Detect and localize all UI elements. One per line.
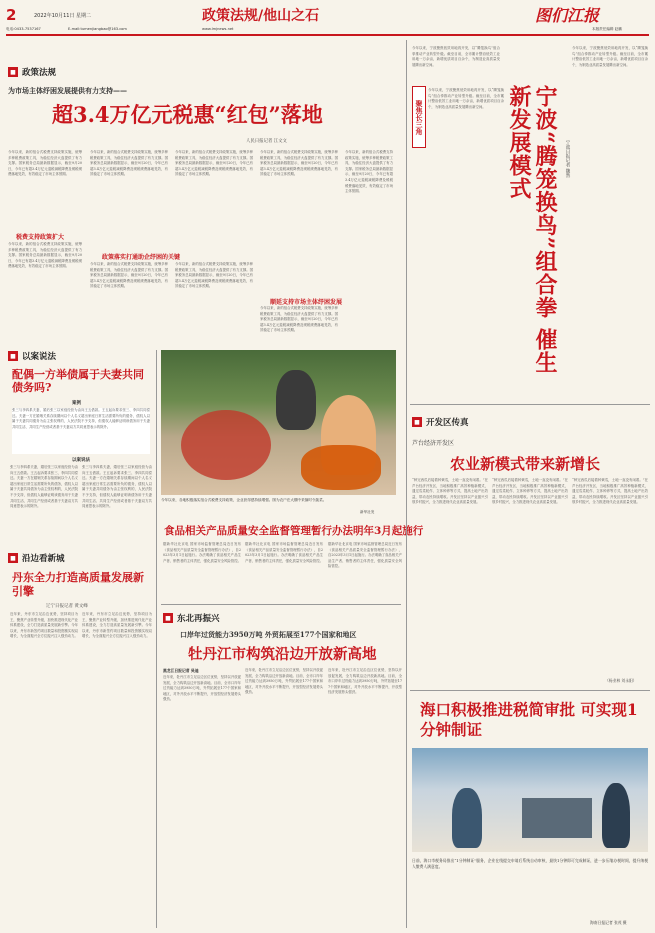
section-northeast [163, 612, 220, 624]
analysis-label: 以案说法 [72, 458, 90, 463]
produce-pile [301, 445, 381, 490]
website: www.lmjnews.net [202, 27, 234, 31]
section-law [8, 350, 56, 362]
main-subhead-2: 政策落实打通助企纾困的关键 [102, 254, 181, 261]
northeast-body-col2: 近年来，牡丹江市立足沿边区位优势，坚持以开放促发展，全力构筑沿边开放新高地。目前，全市口岸年过货能力达到3950万吨，外贸拓展至177个国家和地区，对外开放水平不断提升，开放型经济发展势头强劲。 [245, 668, 323, 695]
food-body-col1: 据新华社北京电 国家市场监督管理总局近日发布《食品相关产品质量安全监督管理暂行办法》，自2023年3月1日起施行。办法明确了食品相关产品生产者、销售者的主体责任，强化质量安全风险管控。 [163, 542, 241, 563]
section-label: 东北再振兴 [177, 614, 220, 624]
northeast-headline: 牡丹江市构筑沿边开放新高地 [188, 646, 377, 663]
section-devzone [412, 416, 469, 428]
law-body-col2: 张三与李四系夫妻，婚后张三以家庭经营为由向王五借款。王五起诉要求张三、李四共同偿还。夫妻一方在婚姻关系存续期间以个人名义超出家庭日常生活需要所负的债务，债权人以属于夫妻共同债务为由主张权利的，人民法院不予支持，但债权人能够证明该债务用于夫妻共同生活、共同生产经营或者基于夫妻双方共同意思表示的除外。 [82, 465, 152, 509]
kaifa-body-col2: “种完西瓜后接着种黄瓜，土地一直没有闲着。”在芦台经济开发区，当地积极推广高效种植新模式，通过瓜菜轮作、立体种养等方式，提高土地产出效益，带动农民持续增收。开发区坚持以产业振兴引领乡村振兴，全力推进现代农业高质量发展。 [492, 478, 568, 505]
border-source: 辽宁日报记者 黄文峰 [46, 604, 88, 609]
kaifa-credit: （杨业林 刘永阳） [605, 678, 637, 683]
food-headline: 食品相关产品质量安全监督管理暂行办法明年3月起施行 [164, 525, 424, 537]
law-headline: 配偶一方举债属于夫妻共同债务吗? [12, 368, 144, 394]
section-title: 政策法规/他山之石 [202, 8, 320, 24]
haikou-photo [412, 748, 648, 852]
kaifa-body-col1: “种完西瓜后接着种黄瓜，土地一直没有闲着。”在芦台经济开发区，当地积极推广高效种植新模式，通过瓜菜轮作、立体种养等方式，提高土地产出效益，带动农民持续增收。开发区坚持以产业振兴引领乡村振兴，全力推进现代农业高质量发展。 [412, 478, 488, 505]
haikou-caption: 日前，海口市税务局推出“1分钟制证”服务，企业在线提交申请后系统自动审核，最快1分钟即可完成制证，进一步压缩办税时间，提升纳税人缴费人满意度。 [412, 858, 648, 869]
section-marker-icon: ■ [8, 351, 18, 361]
kaifa-body-col3: “种完西瓜后接着种黄瓜，土地一直没有闲着。”在芦台经济开发区，当地积极推广高效种植新模式，通过瓜菜轮作、立体种养等方式，提高土地产出效益，带动农民持续增收。开发区坚持以产业振兴引领乡村振兴，全力推进现代农业高质量发展。 [572, 478, 648, 505]
service-counter [522, 798, 592, 838]
main-byline: 人民日报记者 江文文 [246, 139, 287, 144]
section-marker-icon: ■ [8, 553, 18, 563]
ningbo-body-col1: 今年以来，宁波聚焦低效用地再开发，以“腾笼换鸟”组合拳推动产业转型升级。截至目前，全市累计整治低效工业用地一万余亩，新增优质项目百余个，为制造业高质量发展腾出新空间。 [428, 88, 504, 109]
haikou-headline: 海口积极推进税简审批 可实现1分钟制证 [420, 700, 638, 739]
ningbo-body-col3: 今年以来，宁波聚焦低效用地再开发，以“腾笼换鸟”组合拳推动产业转型升级。截至目前，全市累计整治低效工业用地一万余亩，新增优质项目百余个，为制造业高质量发展腾出新空间。 [572, 46, 648, 67]
case-label: 案例 [72, 401, 81, 406]
divider [410, 690, 650, 691]
produce-pile [181, 410, 271, 480]
contact-phone: 电话:0433-7537167 [6, 27, 41, 31]
case-text: 张三与李四系夫妻，婚后张三以家庭经营为由向王五借款。王五起诉要求张三、李四共同偿还。夫妻一方在婚姻关系存续期间以个人名义超出家庭日常生活需要所负的债务，债权人以属于夫妻共同债务为由主张权利的，人民法院不予支持，但债权人能够证明该债务用于夫妻共同生活、共同生产经营或者基于夫妻双方共同意思表示的除外。 [12, 408, 150, 454]
ningbo-body-top: 今年以来，宁波聚焦低效用地再开发，以“腾笼换鸟”组合拳推动产业转型升级。截至目前，全市累计整治低效工业用地一万余亩，新增优质项目百余个，为制造业高质量发展腾出新空间。 [412, 46, 500, 67]
border-body-col1: 近年来，丹东市立足沿边优势，坚持项目为王，聚焦产业转型升级，加快推进现代化产业体系建设，全力打造高质量发展新引擎。今年以来，丹东市新签约项目数量和投资额实现双增长，为全面振兴全方位振兴注入强劲动力。 [10, 612, 78, 639]
main-body-col5: 今年以来，新的组合式税费支持政策实施，统筹多种税费政策工具，为稳住经济大盘提供了有力支撑。国家税务总局最新数据显示，截至9月20日，今年已有超3.4万亿元退税减税降费及缓税缓费落地见效，有效稳定了市场主体预期。 [345, 150, 393, 194]
kaifa-headline: 农业新模式带来新增长 [450, 455, 601, 473]
main-body-col1b: 今年以来，新的组合式税费支持政策实施，统筹多种税费政策工具，为稳住经济大盘提供了有力支撑。国家税务总局最新数据显示，截至9月20日，今年已有超3.4万亿元退税减税降费及缓税缓费落地见效，有效稳定了市场主体预期。 [8, 242, 82, 269]
section-label: 政策法规 [22, 68, 57, 78]
main-body-col4b: 今年以来，新的组合式税费支持政策实施，统筹多种税费政策工具，为稳住经济大盘提供了有力支撑。国家税务总局最新数据显示，截至9月20日，今年已有超3.4万亿元退税减税降费及缓税缓费落地见效，有效稳定了市场主体预期。 [260, 306, 338, 333]
photo-credit: 新华社发 [360, 510, 375, 514]
northeast-body-col3: 近年来，牡丹江市立足沿边区位优势，坚持以开放促发展，全力构筑沿边开放新高地。目前，全市口岸年过货能力达到3950万吨，外贸拓展至177个国家和地区，对外开放水平不断提升，开放型经济发展势头强劲。 [328, 668, 402, 695]
main-body-col2b: 今年以来，新的组合式税费支持政策实施，统筹多种税费政策工具，为稳住经济大盘提供了有力支撑。国家税务总局最新数据显示，截至9月20日，今年已有超3.4万亿元退税减税降费及缓税缓费落地见效，有效稳定了市场主体预期。 [90, 262, 168, 289]
main-body-col2: 今年以来，新的组合式税费支持政策实施，统筹多种税费政策工具，为稳住经济大盘提供了有力支撑。国家税务总局最新数据显示，截至9月20日，今年已有超3.4万亿元退税减税降费及缓税缓费落地见效，有效稳定了市场主体预期。 [90, 150, 168, 177]
food-body-col2: 据新华社北京电 国家市场监督管理总局近日发布《食品相关产品质量安全监督管理暂行办法》，自2023年3月1日起施行。办法明确了食品相关产品生产者、销售者的主体责任，强化质量安全风险管控。 [245, 542, 323, 563]
issue-date: 2022年10月11日 星期二 [34, 13, 92, 19]
main-headline: 超3.4万亿元税惠“红包”落地 [52, 102, 323, 127]
main-body-col3: 今年以来，新的组合式税费支持政策实施，统筹多种税费政策工具，为稳住经济大盘提供了有力支撑。国家税务总局最新数据显示，截至9月20日，今年已有超3.4万亿元退税减税降费及缓税缓费落地见效，有效稳定了市场主体预期。 [175, 150, 253, 177]
editor-credit: 本版责任编辑 赵鹏 [592, 27, 622, 31]
northeast-body-col1: 近年来，牡丹江市立足沿边区位优势，坚持以开放促发展，全力构筑沿边开放新高地。目前，全市口岸年过货能力达到3950万吨，外贸拓展至177个国家和地区，对外开放水平不断提升，开放型经济发展势头强劲。 [163, 675, 241, 702]
law-body-col1: 张三与李四系夫妻，婚后张三以家庭经营为由向王五借款。王五起诉要求张三、李四共同偿还。夫妻一方在婚姻关系存续期间以个人名义超出家庭日常生活需要所负的债务，债权人以属于夫妻共同债务为由主张权利的，人民法院不予支持，但债权人能够证明该债务用于夫妻共同生活、共同生产经营或者基于夫妻双方共同意思表示的除外。 [10, 465, 78, 509]
page-number: 2 [6, 6, 17, 24]
border-headline: 丹东全力打造高质量发展新引擎 [12, 571, 144, 598]
main-subhead-4: 顺延支持市场主体纾困发展 [270, 299, 343, 306]
section-marker-icon: ■ [163, 613, 173, 623]
section-label: 沿边看新城 [22, 554, 65, 564]
section-label: 以案说法 [22, 352, 57, 362]
northeast-byline: 黑龙江日报记者 吴迪 [163, 668, 199, 673]
main-body-col1: 今年以来，新的组合式税费支持政策实施，统筹多种税费政策工具，为稳住经济大盘提供了有力支撑。国家税务总局最新数据显示，截至9月20日，今年已有超3.4万亿元退税减税降费及缓税缓费落地见效，有效稳定了市场主体预期。 [8, 150, 82, 177]
person-figure [602, 783, 630, 848]
section-marker-icon: ■ [8, 67, 18, 77]
border-body-col2: 近年来，丹东市立足沿边优势，坚持项目为王，聚焦产业转型升级，加快推进现代化产业体系建设，全力打造高质量发展新引擎。今年以来，丹东市新签约项目数量和投资额实现双增长，为全面振兴全方位振兴注入强劲动力。 [82, 612, 152, 639]
photo-caption: 今年以来，各地积极落实组合式税费支持政策，企业获得感持续增强。图为农户在大棚中采摘时令蔬菜。 [161, 498, 327, 502]
section-marker-icon: ■ [412, 417, 422, 427]
column-divider [406, 40, 407, 928]
section-border [8, 552, 65, 564]
column-divider [156, 350, 157, 928]
divider [410, 404, 650, 405]
ningbo-source: 宁波日报记者 魏然 [565, 140, 570, 178]
person-figure [452, 788, 482, 848]
news-photo [161, 350, 396, 495]
focus-label: 聚焦长三角 [412, 86, 426, 148]
main-body-col4: 今年以来，新的组合式税费支持政策实施，统筹多种税费政策工具，为稳住经济大盘提供了有力支撑。国家税务总局最新数据显示，截至9月20日，今年已有超3.4万亿元退税减税降费及缓税缓费落地见效，有效稳定了市场主体预期。 [260, 150, 338, 177]
food-body-col3: 据新华社北京电 国家市场监督管理总局近日发布《食品相关产品质量安全监督管理暂行办法》，自2023年3月1日起施行。办法明确了食品相关产品生产者、销售者的主体责任，强化质量安全风险管控。 [328, 542, 402, 569]
masthead-logo: 图们江报 [535, 6, 600, 25]
section-policy [8, 66, 56, 78]
person-figure [276, 370, 316, 430]
ningbo-headline: 宁波“腾笼换鸟”组合拳 催生新发展模式 [506, 85, 558, 374]
northeast-kicker: 口岸年过货能力3950万吨 外贸拓展至177个国家和地区 [180, 630, 357, 639]
haikou-credit: 海南日报记者 张茂 摄 [590, 920, 627, 925]
divider [161, 604, 401, 605]
kaifa-kicker: 芦台经济开发区 [412, 440, 455, 447]
section-label: 开发区传真 [426, 418, 469, 428]
header-rule [6, 34, 649, 36]
main-kicker: 为市场主体纾困发展提供有力支持—— [8, 86, 127, 95]
main-subhead-1: 税费支持政策扩大 [16, 234, 65, 241]
contact-email: E-mail:tumenjiangbao@163.com [68, 27, 127, 31]
main-body-col3b: 今年以来，新的组合式税费支持政策实施，统筹多种税费政策工具，为稳住经济大盘提供了有力支撑。国家税务总局最新数据显示，截至9月20日，今年已有超3.4万亿元退税减税降费及缓税缓费落地见效，有效稳定了市场主体预期。 [175, 262, 253, 289]
